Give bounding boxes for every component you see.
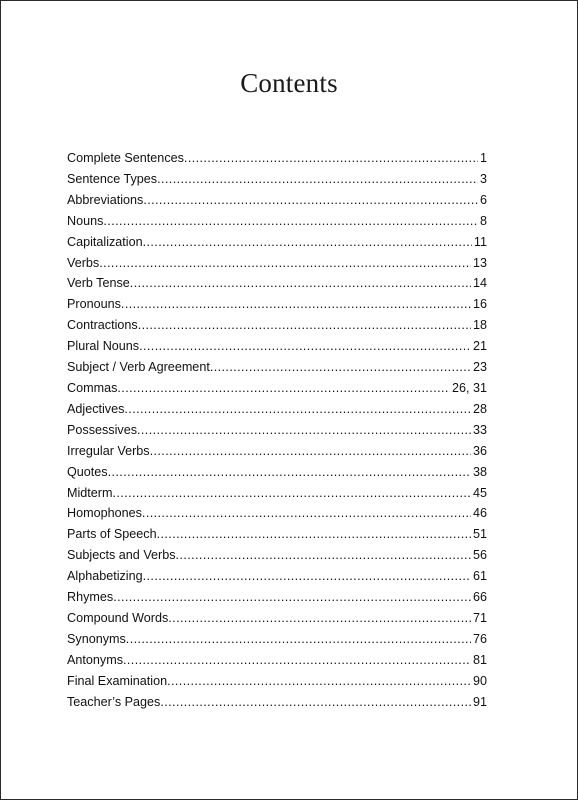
toc-entry-title: Contractions: [67, 318, 138, 333]
toc-leader-dots: [113, 590, 471, 604]
toc-entry-title: Synonyms: [67, 631, 126, 646]
toc-leader-dots: [137, 423, 471, 437]
toc-entry-page: 38: [472, 464, 487, 479]
toc-entry-page: 90: [472, 673, 487, 688]
toc-entry: [67, 235, 487, 256]
toc-entry: [67, 423, 487, 444]
toc-entry-title: Sentence Types: [67, 171, 158, 186]
toc-entry-page: 56: [472, 548, 487, 563]
toc-entry-title: Subjects and Verbs: [67, 548, 176, 563]
toc-entry-title: Teacher’s Pages: [67, 694, 161, 709]
toc-entry-title: Abbreviations: [67, 192, 144, 207]
toc-entry: [67, 548, 487, 569]
toc-entry-title: Complete Sentences: [67, 151, 184, 165]
toc-leader-dots: [139, 339, 471, 353]
toc-entry-page: 14: [472, 276, 487, 291]
toc-entry-page: 26, 31: [451, 380, 487, 395]
toc-entry: [67, 506, 487, 527]
toc-entry-page: 36: [472, 443, 487, 458]
table-of-contents: [67, 151, 487, 715]
toc-entry-title: Final Examination: [67, 673, 168, 688]
toc-entry: [67, 402, 487, 423]
toc-leader-dots: [99, 256, 471, 270]
toc-entry-title: Plural Nouns: [67, 339, 140, 354]
toc-entry-title: Possessives: [67, 422, 137, 437]
toc-entry: [67, 611, 487, 632]
toc-entry-page: 71: [472, 610, 487, 625]
toc-entry-page: 28: [472, 401, 487, 416]
toc-entry: [67, 527, 487, 548]
toc-entry-page: 1: [479, 151, 487, 165]
toc-leader-dots: [168, 611, 471, 625]
toc-entry-title: Verb Tense: [67, 276, 130, 291]
toc-entry-page: 45: [472, 485, 487, 500]
toc-entry-title: Capitalization: [67, 234, 143, 249]
toc-entry: [67, 695, 487, 716]
toc-leader-dots: [184, 151, 478, 165]
toc-entry-page: 33: [472, 422, 487, 437]
toc-entry-title: Pronouns: [67, 297, 121, 312]
toc-entry-page: 18: [472, 318, 487, 333]
toc-entry-title: Verbs: [67, 255, 100, 270]
toc-entry-page: 81: [472, 652, 487, 667]
toc-entry: [67, 674, 487, 695]
toc-entry: [67, 151, 487, 172]
toc-leader-dots: [126, 632, 471, 646]
toc-leader-dots: [143, 235, 472, 249]
toc-entry: [67, 214, 487, 235]
page-title: Contents: [240, 68, 338, 98]
toc-entry: [67, 444, 487, 465]
toc-leader-dots: [150, 444, 471, 458]
toc-leader-dots: [143, 193, 478, 207]
toc-entry: [67, 569, 487, 590]
toc-entry: [67, 632, 487, 653]
toc-entry: [67, 465, 487, 486]
toc-entry: [67, 318, 487, 339]
toc-entry: [67, 381, 487, 402]
toc-entry-page: 51: [472, 527, 487, 542]
toc-leader-dots: [167, 674, 471, 688]
toc-entry-page: 16: [472, 297, 487, 312]
toc-entry: [67, 297, 487, 318]
toc-entry-page: 3: [479, 171, 487, 186]
toc-entry-page: 6: [479, 192, 487, 207]
toc-entry: [67, 276, 487, 297]
toc-leader-dots: [143, 569, 471, 583]
toc-leader-dots: [103, 214, 478, 228]
toc-entry-title: Compound Words: [67, 610, 169, 625]
toc-entry: [67, 172, 487, 193]
toc-entry-title: Adjectives: [67, 401, 125, 416]
toc-entry-page: 46: [472, 506, 487, 521]
toc-entry-page: 11: [473, 234, 487, 249]
toc-entry-page: 91: [472, 694, 487, 709]
toc-entry-title: Commas: [67, 380, 118, 395]
toc-leader-dots: [117, 381, 450, 395]
toc-entry-page: 23: [472, 360, 487, 375]
toc-leader-dots: [210, 360, 471, 374]
toc-entry-title: Rhymes: [67, 590, 114, 605]
toc-entry-title: Alphabetizing: [67, 569, 143, 584]
toc-entry-title: Irregular Verbs: [67, 443, 150, 458]
toc-entry: [67, 653, 487, 674]
toc-entry-page: 21: [472, 339, 487, 354]
toc-entry: [67, 256, 487, 277]
toc-entry-title: Midterm: [67, 485, 113, 500]
toc-leader-dots: [157, 172, 478, 186]
toc-leader-dots: [138, 318, 471, 332]
toc-entry-title: Homophones: [67, 506, 142, 521]
toc-entry-page: 13: [472, 255, 487, 270]
toc-entry: [67, 360, 487, 381]
toc-leader-dots: [121, 297, 471, 311]
toc-leader-dots: [157, 527, 471, 541]
toc-leader-dots: [112, 486, 471, 500]
toc-entry-page: 66: [472, 590, 487, 605]
toc-leader-dots: [160, 695, 471, 709]
toc-leader-dots: [123, 653, 471, 667]
toc-entry-title: Parts of Speech: [67, 527, 157, 542]
toc-entry-title: Quotes: [67, 464, 108, 479]
toc-entry: [67, 486, 487, 507]
toc-entry-page: 76: [472, 631, 487, 646]
toc-leader-dots: [108, 465, 471, 479]
toc-leader-dots: [130, 276, 471, 290]
toc-entry-title: Subject / Verb Agreement: [67, 360, 210, 375]
toc-entry: [67, 193, 487, 214]
toc-leader-dots: [176, 548, 471, 562]
toc-entry-title: Nouns: [67, 213, 104, 228]
toc-entry-page: 8: [479, 213, 487, 228]
toc-leader-dots: [124, 402, 471, 416]
toc-leader-dots: [142, 506, 471, 520]
toc-entry-page: 61: [472, 569, 487, 584]
toc-entry-title: Antonyms: [67, 652, 123, 667]
toc-entry: [67, 590, 487, 611]
toc-entry: [67, 339, 487, 360]
